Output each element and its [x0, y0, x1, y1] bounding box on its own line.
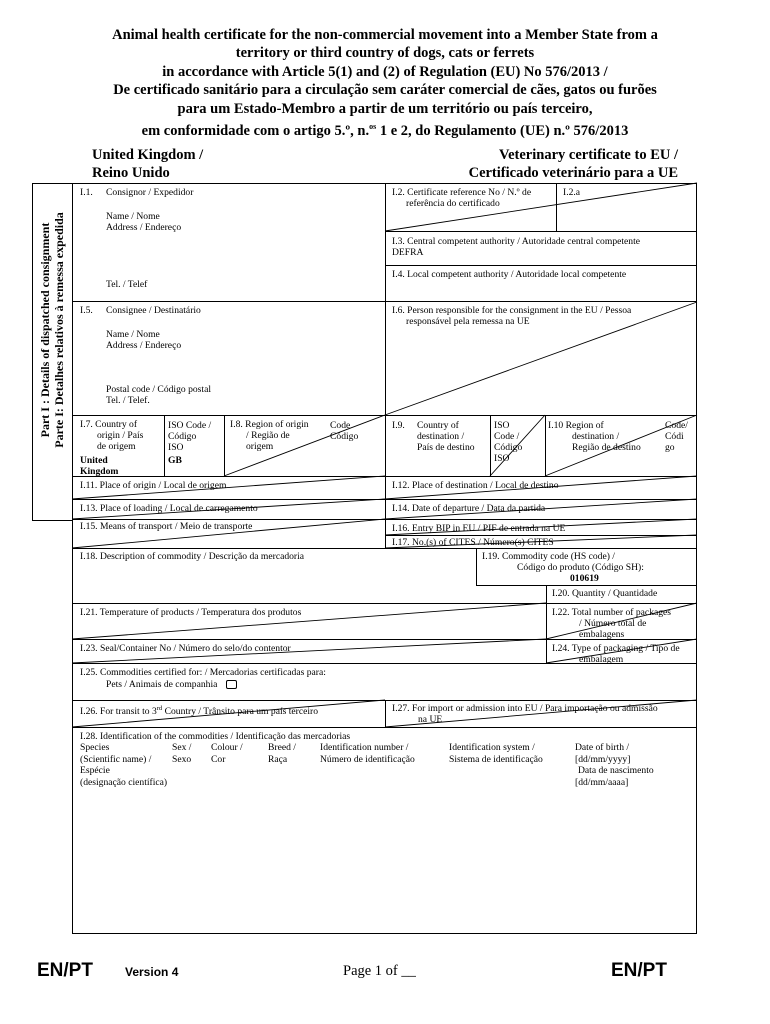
i22-label-2: / Número total de: [579, 618, 647, 629]
i10-code-label-3: go: [665, 442, 675, 453]
i8-label: I.8. Region of origin: [230, 419, 309, 430]
i7-iso-label-3: ISO: [168, 442, 184, 453]
i2-label: I.2. Certificate reference No / N.º de: [392, 187, 532, 198]
i5-tel-label: Tel. / Telef.: [106, 395, 150, 406]
i23-label: I.23. Seal/Container No / Número do selo/do contentor: [80, 643, 291, 654]
i28-sex-column: [172, 742, 191, 765]
i20-label: I.20. Quantity / Quantidade: [552, 588, 658, 599]
i7-label-3: de origem: [97, 441, 136, 452]
title-line: in accordance with Article 5(1) and (2) of Regulation (EU) No 576/2013 /: [162, 63, 608, 80]
i28-species-line: (Scientific name) /: [80, 753, 152, 765]
i28-idsys-line: Identification system /: [449, 742, 535, 753]
i28-colour-column: [211, 742, 243, 765]
i7-iso-value: GB: [168, 455, 182, 466]
i9-label: Country of: [417, 420, 459, 431]
i28-breed-line: Raça: [268, 753, 288, 765]
country-pt: Reino Unido: [92, 165, 170, 181]
i28-dob-line: [dd/mm/aaaa]: [575, 776, 629, 788]
i25-option: [106, 679, 237, 691]
i1-address-label: Address / Endereço: [106, 222, 182, 233]
i28-dob-line: Date of birth /: [575, 742, 630, 753]
i14-label: I.14. Date of departure / Data da partida: [392, 503, 546, 514]
i28-breed-line: Breed /: [268, 742, 296, 753]
i26-label: I.26. For transit to 3rd Country / Trânsito para um país terceiro: [80, 705, 319, 718]
i5-number: I.5.: [80, 305, 93, 316]
i19-label: I.19. Commodity code (HS code) /: [482, 551, 615, 562]
title-line: De certificado sanitário para a circulação sem caráter comercial de cães, gatos ou furões: [113, 82, 657, 99]
i28-species-line: Espécie: [80, 765, 110, 776]
i24-label-2: embalagem: [579, 654, 624, 665]
i5-name-label: Name / Nome: [106, 329, 160, 340]
i16-label: I.16. Entry BIP in EU / PIF de entrada na UE: [392, 523, 566, 534]
i2a-label: I.2.a: [563, 187, 581, 198]
i6-label-pt: responsável pela remessa na UE: [406, 316, 530, 327]
i9-label-2: destination /: [417, 431, 465, 442]
i28-colour-line: Colour /: [211, 742, 243, 753]
i28-idsys-column: [449, 742, 543, 765]
i9-iso-label-2: Code /: [494, 431, 520, 442]
i8-code-label-2: Código: [330, 431, 359, 442]
i4-label: I.4. Local competent authority / Autoridade local competente: [392, 269, 627, 280]
i22-label-3: embalagens: [579, 629, 625, 640]
i17-label: I.17. No.(s) of CITES / Número(s) CITES: [392, 537, 554, 548]
footer-page-number: Page 1 of __: [343, 963, 416, 979]
i25-option-label: Pets / Animais de companhia: [106, 679, 218, 690]
i9-label-3: País de destino: [417, 442, 475, 453]
i8-label-2: / Região de: [246, 430, 290, 441]
i28-idnum-line: Identification number /: [320, 742, 409, 753]
i11-label: I.11. Place of origin / Local de origem: [80, 480, 227, 491]
i28-colour-line: Cor: [211, 753, 226, 765]
i28-idnum-line: Número de identificação: [320, 753, 415, 765]
i18-label: I.18. Description of commodity / Descrição da mercadoria: [80, 551, 305, 562]
title-line: Animal health certificate for the non-commercial movement into a Member State from a: [112, 27, 658, 43]
i5-postal-label: Postal code / Código postal: [106, 384, 211, 395]
i7-value: United: [80, 455, 108, 466]
i28-sex-line: Sexo: [172, 753, 192, 765]
side-label-en: Part I : Details of dispatched consignment: [38, 222, 52, 438]
i9-iso-label-4: ISO: [494, 453, 510, 464]
cert-type-pt: Certificado veterinário para a UE: [468, 165, 678, 181]
part-one-side-label: [38, 165, 68, 495]
i19-label-pt: Código do produto (Código SH):: [517, 562, 644, 573]
i10-label-3: Região de destino: [572, 442, 641, 453]
i28-idnum-column: [320, 742, 415, 765]
i5-address-label: Address / Endereço: [106, 340, 182, 351]
i28-sex-line: Sex /: [172, 742, 192, 753]
i2-label-pt: referência do certificado: [406, 198, 500, 209]
i27-label: I.27. For import or admission into EU / Para importação ou admissão: [392, 703, 658, 714]
i5-label: Consignee / Destinatário: [106, 305, 201, 316]
i28-breed-column: [268, 742, 296, 765]
cert-type-en: Veterinary certificate to EU /: [498, 147, 678, 163]
i7-iso-label-2: Código: [168, 431, 197, 442]
title-line: para um Estado-Membro a partir de um território ou país terceiro,: [177, 100, 593, 117]
country-en: United Kingdom /: [92, 147, 204, 163]
i8-code-label: Code: [330, 420, 351, 431]
i10-code-label: Code/: [665, 420, 688, 431]
i27-label-2: na UE: [418, 714, 443, 725]
i28-species-column: [80, 742, 167, 788]
i3-value: DEFRA: [392, 247, 424, 258]
footer-version: Version 4: [125, 965, 179, 979]
i28-species-line: Species: [80, 742, 110, 753]
i13-label: I.13. Place of loading / Local de carregamento: [80, 503, 258, 514]
i10-label-2: destination /: [572, 431, 620, 442]
i28-dob-line: [dd/mm/yyyy]: [575, 753, 631, 765]
i1-tel-label: Tel. / Telef: [106, 279, 148, 290]
i19-value: 010619: [570, 573, 599, 584]
i7-value-2: Kingdom: [80, 466, 119, 477]
i1-number: I.1.: [80, 187, 93, 198]
i1-name-label: Name / Nome: [106, 211, 160, 222]
i1-label: Consignor / Expedidor: [106, 187, 194, 198]
title-line: em conformidade com o artigo 5.º, n.$^{os}$ 1 e 2, do Regulamento (UE) n.º 576/2013: [141, 122, 629, 139]
i7-label: I.7. Country of: [80, 419, 138, 430]
i25-label: I.25. Commodities certified for: / Mercadorias certificadas para:: [80, 667, 326, 678]
i8-label-3: origem: [246, 441, 274, 452]
i22-label: I.22. Total number of packages: [552, 607, 672, 618]
footer-language-left: EN/PT: [37, 960, 93, 981]
i28-dob-column: [575, 742, 654, 788]
i10-label: I.10 Region of: [548, 420, 604, 431]
i6-label: I.6. Person responsible for the consignment in the EU / Pessoa: [392, 305, 632, 316]
i7-iso-label: ISO Code /: [168, 420, 212, 431]
i12-label: I.12. Place of destination / Local de destino: [392, 480, 559, 491]
i7-label-2: origin / País: [97, 430, 144, 441]
pets-checkbox[interactable]: [226, 680, 237, 689]
i28-idsys-line: Sistema de identificação: [449, 753, 543, 765]
i3-label: I.3. Central competent authority / Autoridade central competente: [392, 236, 641, 247]
i21-label: I.21. Temperature of products / Temperatura dos produtos: [80, 607, 302, 618]
i9-iso-label-3: Código: [494, 442, 523, 453]
side-label-pt: Parte I: Detalhes relativos à remessa expedida: [52, 212, 66, 448]
i28-dob-line: Data de nascimento: [578, 765, 654, 776]
i28-species-line: (designação científica): [80, 776, 168, 788]
i9-number: I.9.: [392, 420, 405, 431]
title-line: territory or third country of dogs, cats or ferrets: [235, 45, 535, 62]
i24-label: I.24. Type of packaging / Tipo de: [552, 643, 680, 654]
i15-label: I.15. Means of transport / Meio de transporte: [80, 521, 253, 532]
footer-language-right: EN/PT: [611, 960, 667, 981]
i28-label: I.28. Identification of the commodities / Identificação das mercadorias: [80, 731, 351, 742]
i10-code-label-2: Códi: [665, 431, 684, 442]
i9-iso-label: ISO: [494, 420, 510, 431]
